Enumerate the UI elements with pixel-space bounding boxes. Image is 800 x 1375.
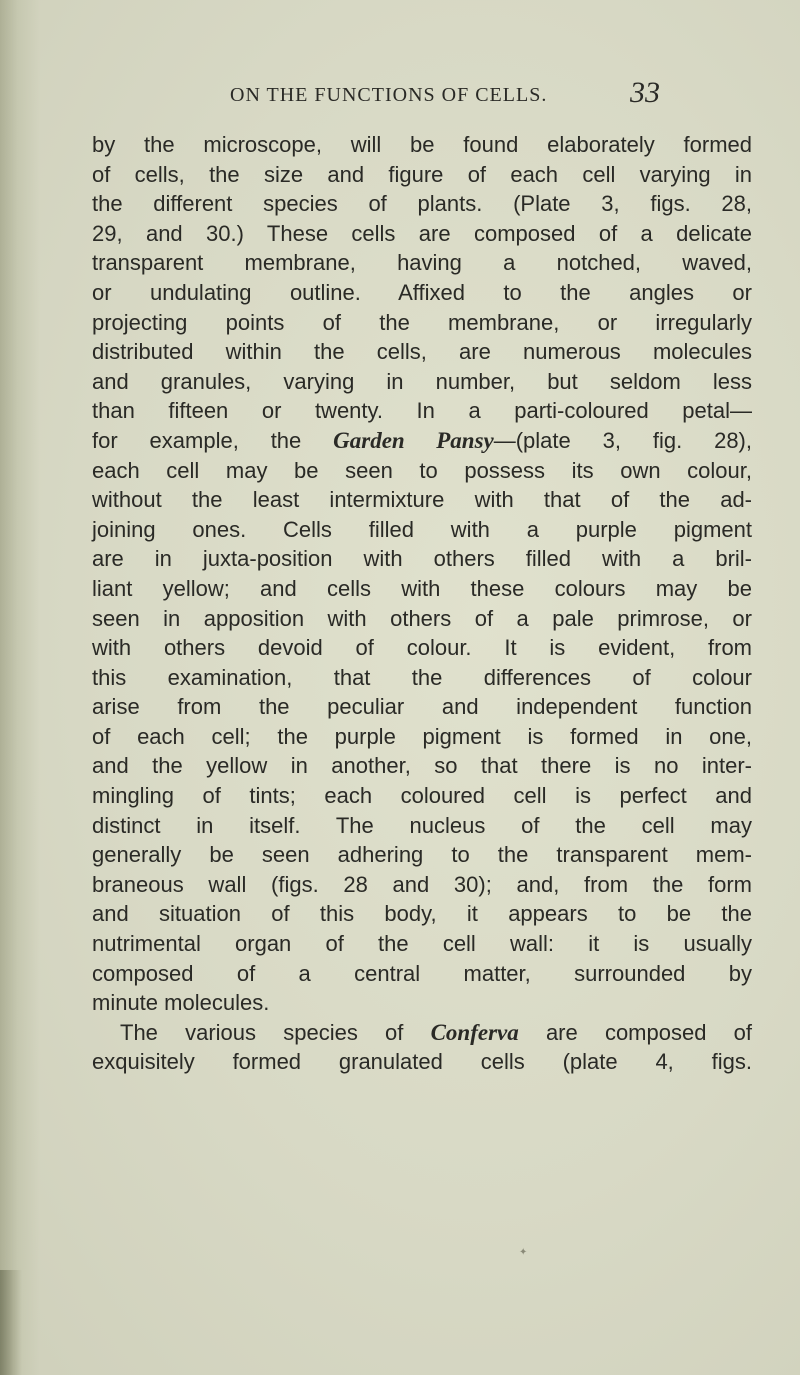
running-head: ON THE FUNCTIONS OF CELLS. (230, 84, 548, 106)
text-line: with others devoid of colour. It is evident, from (92, 635, 752, 661)
text-line: generally be seen adhering to the transparent mem- (92, 842, 752, 868)
paper-speck: ✦ (519, 1247, 528, 1258)
text-line: than fifteen or twenty. In a parti-coloured petal— (92, 398, 752, 424)
text-line: by the microscope, will be found elaborately formed (92, 132, 752, 157)
text-line: braneous wall (figs. 28 and 30); and, from the form (92, 871, 752, 897)
text-line (92, 1018, 752, 1048)
italic-term: Conferva (430, 1019, 519, 1045)
text-line: exquisitely formed granulated cells (plate 4, figs. (92, 1049, 752, 1075)
text-line (92, 426, 752, 456)
binding-shadow-dark (0, 1270, 22, 1375)
text-line: projecting points of the membrane, or irregularly (92, 309, 752, 335)
page-number: 33 (630, 76, 660, 109)
italic-term: Garden Pansy (333, 427, 494, 453)
text-line: and the yellow in another, so that there is no inter- (92, 753, 752, 779)
text-line: composed of a central matter, surrounded by (92, 960, 752, 986)
body-text (92, 130, 752, 1077)
text-line: distributed within the cells, are numerous molecules (92, 339, 752, 365)
text-line: nutrimental organ of the cell wall: it is usually (92, 931, 752, 957)
text-segment: are composed of (518, 1019, 752, 1045)
text-line: of each cell; the purple pigment is formed in one, (92, 723, 752, 749)
text-line: or undulating outline. Affixed to the angles or (92, 279, 752, 305)
text-line: joining ones. Cells filled with a purple pigment (92, 516, 752, 542)
text-line: liant yellow; and cells with these colours may be (92, 575, 752, 601)
text-segment: —(plate 3, fig. 28), (493, 427, 752, 453)
text-line: and situation of this body, it appears to be the (92, 901, 752, 927)
text-line: distinct in itself. The nucleus of the cell may (92, 812, 752, 838)
text-line: the different species of plants. (Plate 3, figs. 28, (92, 191, 752, 217)
text-line: mingling of tints; each coloured cell is perfect and (92, 783, 752, 809)
text-line: without the least intermixture with that of the ad- (92, 487, 752, 513)
text-line: seen in apposition with others of a pale primrose, or (92, 605, 752, 631)
text-line: arise from the peculiar and independent function (92, 694, 752, 720)
text-line: are in juxta-position with others filled with a bril- (92, 546, 752, 572)
text-line: of cells, the size and figure of each cell varying in (92, 161, 752, 187)
text-segment: The various species of (120, 1019, 431, 1045)
text-line: transparent membrane, having a notched, waved, (92, 250, 752, 276)
text-line: and granules, varying in number, but seldom less (92, 368, 752, 394)
text-line: 29, and 30.) These cells are composed of a delicate (92, 220, 752, 246)
text-line: each cell may be seen to possess its own colour, (92, 457, 752, 483)
text-line: minute molecules. (92, 990, 270, 1016)
binding-shadow (0, 0, 40, 1375)
text-segment: for example, the (92, 427, 334, 453)
text-line: this examination, that the differences of colour (92, 664, 752, 690)
